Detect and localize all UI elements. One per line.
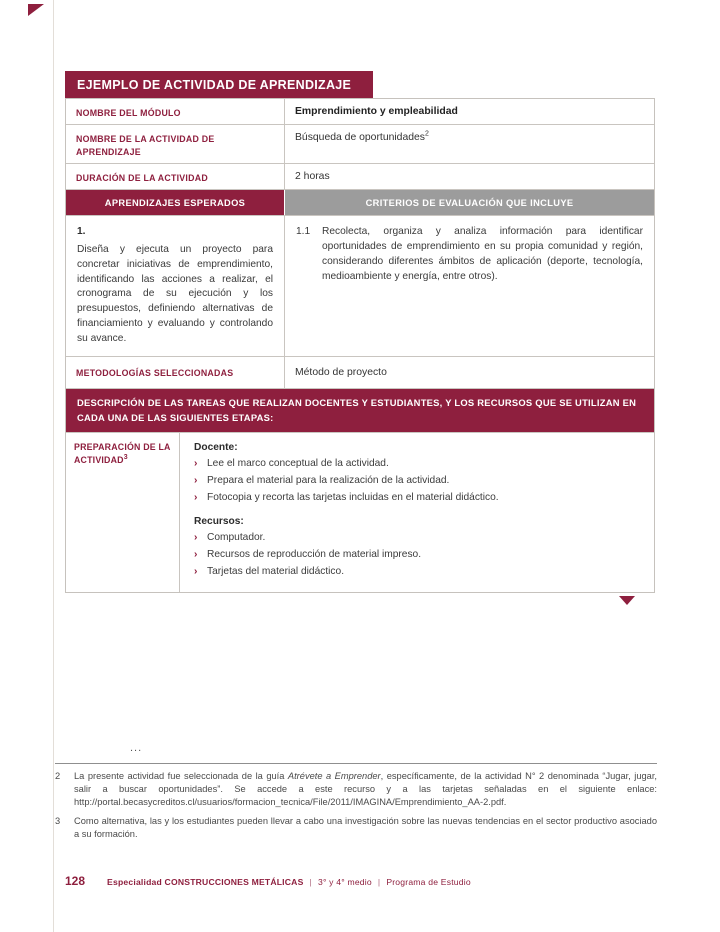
- preparation-label-text: PREPARACIÓN DE LA ACTIVIDAD: [74, 441, 171, 466]
- expected-learning-number: 1.: [77, 226, 86, 238]
- footnote-text-italic: Atrévete a Emprender: [287, 771, 381, 781]
- footer-separator: |: [309, 877, 312, 887]
- continuation-ellipsis: ...: [130, 742, 143, 754]
- list-item-text: Computador.: [207, 531, 266, 543]
- recursos-group: [194, 516, 640, 580]
- continues-triangle-icon: [619, 596, 635, 605]
- docente-heading: Docente:: [194, 441, 238, 453]
- footer-separator: |: [377, 877, 381, 887]
- activity-name-text: Búsqueda de oportunidades: [295, 132, 425, 144]
- preparation-content: [179, 433, 654, 592]
- footer-specialty: Especialidad CONSTRUCCIONES METÁLICAS: [107, 877, 304, 887]
- footer-text: [107, 877, 471, 887]
- list-item-text: Prepara el material para la realización de la actividad.: [207, 475, 450, 487]
- list-item-text: Tarjetas del material didáctico.: [207, 566, 345, 578]
- list-item: [194, 565, 640, 579]
- list-item-text: Lee el marco conceptual de la actividad.: [207, 457, 389, 469]
- bullet-icon: ›: [194, 492, 198, 504]
- footnote-text: Como alternativa, las y los estudiantes pueden llevar a cabo una investigación sobre las nuevas tendencias en el sector productivo asociado a su formación.: [74, 816, 657, 840]
- column-headers-row: [66, 190, 654, 216]
- bullet-icon: ›: [194, 566, 198, 578]
- activity-name-value: [284, 125, 654, 163]
- corner-decoration: [28, 4, 44, 16]
- footnotes: [55, 770, 657, 847]
- criterion-text: Recolecta, organiza y analiza información para identificar oportunidades de emprendimiento en su propia comunidad y región, considerando diferentes ámbitos de aplicación (deporte, tecnología, medioambiente y energía, entre otros).: [322, 226, 643, 282]
- criterion-item: [296, 225, 643, 284]
- footnote-2: [55, 770, 657, 809]
- list-item-text: Recursos de reproducción de material impreso.: [207, 549, 422, 561]
- learning-content-row: [66, 216, 654, 356]
- recursos-heading: Recursos:: [194, 515, 244, 527]
- footnote-text-post: , específicamente, de la actividad N° 2 denominada “Jugar, jugar, salir a buscar oportunidades”. Se accede a este recurso y a las tarjetas señaladas en el siguiente enlace: http://portal.becasycreditos.cl/usuarios/formacion_tecnica/File/2011/IMAGINA/Emprendimiento_AA-2.pdf.: [74, 771, 657, 808]
- footer-grade: 3° y 4° medio: [317, 877, 372, 887]
- recursos-items: [194, 531, 640, 580]
- page-content: [65, 71, 655, 605]
- footnote-text-pre: La presente actividad fue seleccionada de la guía: [74, 771, 288, 781]
- footnote-3: [55, 815, 657, 841]
- activity-table: [65, 98, 655, 593]
- list-item: [194, 474, 640, 488]
- page-footer: [65, 874, 471, 888]
- duration-label: DURACIÓN DE LA ACTIVIDAD: [76, 172, 208, 183]
- list-item: [194, 491, 640, 505]
- footnote-divider: [55, 763, 657, 764]
- footnote-number: 3: [55, 816, 61, 827]
- module-value: Emprendimiento y empleabilidad: [284, 99, 654, 124]
- list-item: [194, 531, 640, 545]
- duration-value: 2 horas: [284, 164, 654, 189]
- expected-learning-cell: [66, 216, 284, 355]
- bullet-icon: ›: [194, 475, 198, 487]
- footer-program: Programa de Estudio: [386, 877, 471, 887]
- evaluation-criteria-header: CRITERIOS DE EVALUACIÓN QUE INCLUYE: [284, 190, 654, 215]
- criteria-cell: [284, 216, 654, 355]
- activity-example-banner: EJEMPLO DE ACTIVIDAD DE APRENDIZAJE: [65, 71, 373, 98]
- footnote-ref-2: 2: [425, 130, 429, 138]
- module-row: [66, 99, 654, 125]
- expected-learning-text: Diseña y ejecuta un proyecto para concretar iniciativas de emprendimiento, identificando las acciones a realizar, el cronograma de su ejecución y los presupuestos, definiendo alternativas de financiamiento y evaluando y controlando su avance.: [77, 244, 273, 344]
- list-item: [194, 457, 640, 471]
- activity-name-row: [66, 125, 654, 164]
- duration-row: [66, 164, 654, 190]
- docente-group: [194, 442, 640, 506]
- list-item-text: Fotocopia y recorta las tarjetas incluidas en el material didáctico.: [207, 492, 499, 504]
- page-number: 128: [65, 874, 86, 888]
- footnote-ref-3: 3: [123, 454, 128, 462]
- docente-items: [194, 457, 640, 506]
- criterion-number: 1.1: [296, 226, 311, 238]
- list-item: [194, 548, 640, 562]
- bullet-icon: ›: [194, 531, 198, 543]
- footnote-text: [74, 770, 657, 809]
- bullet-icon: ›: [194, 549, 198, 561]
- expected-learning-header: APRENDIZAJES ESPERADOS: [66, 190, 284, 215]
- tasks-description-banner: DESCRIPCIÓN DE LAS TAREAS QUE REALIZAN DOCENTES Y ESTUDIANTES, Y LOS RECURSOS QUE SE UTILIZAN EN CADA UNA DE LAS SIGUIENTES ETAPAS:: [66, 389, 654, 433]
- activity-name-label: NOMBRE DE LA ACTIVIDAD DE APRENDIZAJE: [76, 134, 215, 157]
- methodology-label: METODOLOGÍAS SELECCIONADAS: [76, 367, 234, 378]
- footnote-number: 2: [55, 771, 61, 781]
- methodology-value: Método de proyecto: [284, 357, 654, 388]
- left-margin-rule: [53, 0, 54, 932]
- module-label: NOMBRE DEL MÓDULO: [76, 108, 181, 118]
- methodology-row: [66, 357, 654, 389]
- bullet-icon: ›: [194, 457, 198, 469]
- preparation-row: [66, 433, 654, 592]
- preparation-label: [66, 433, 179, 592]
